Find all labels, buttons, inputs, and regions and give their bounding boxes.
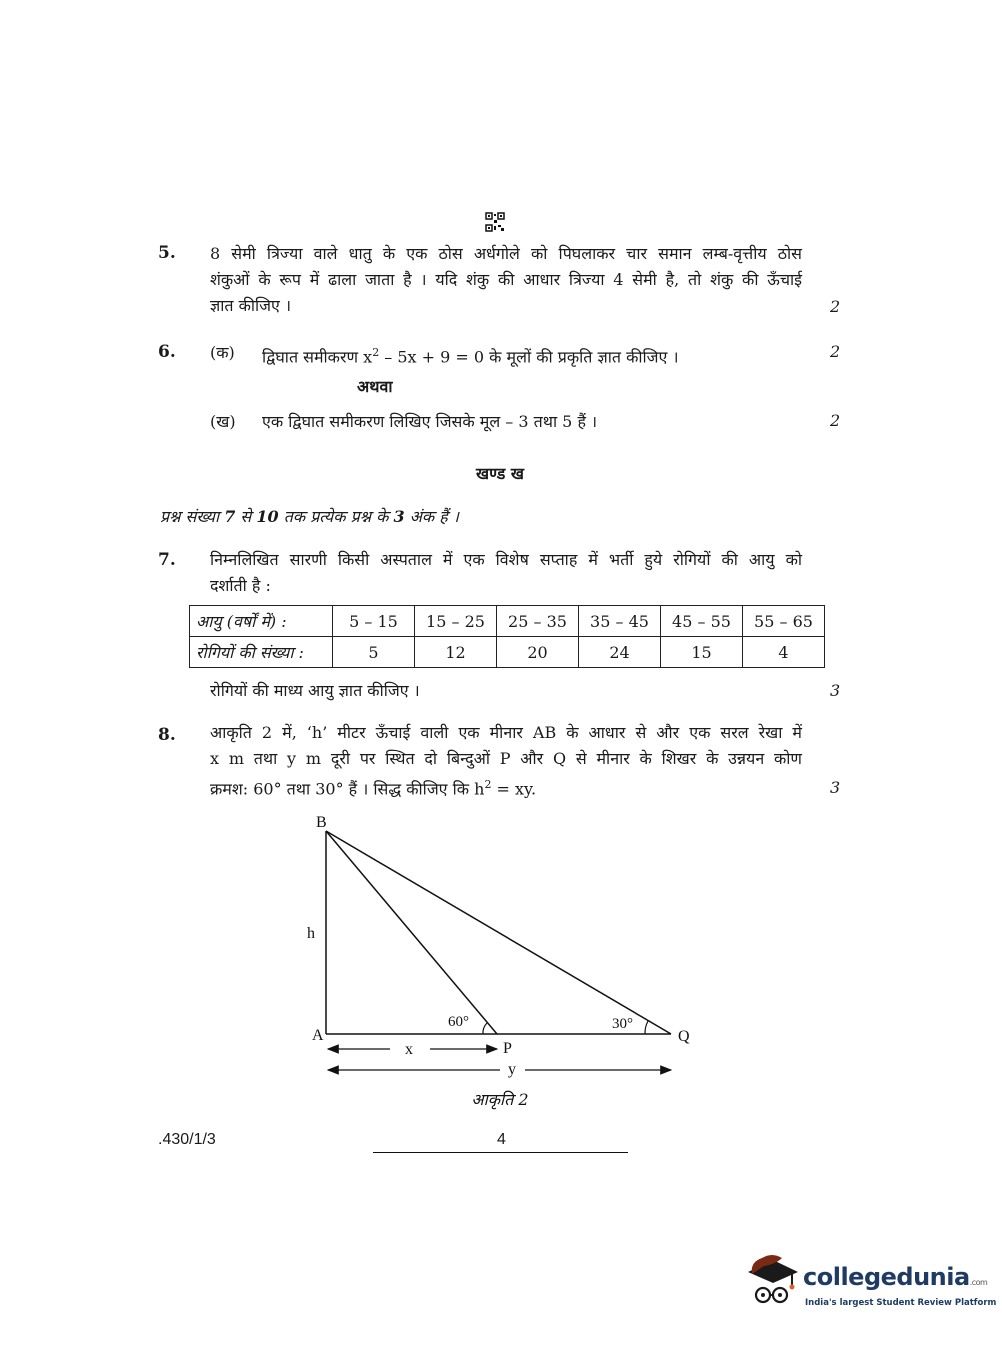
logo-tagline: India's largest Student Review Platform <box>805 1298 997 1308</box>
question-6a-marks: 2 <box>830 342 841 361</box>
table-cell: 24 <box>579 637 661 668</box>
line-bp <box>326 831 497 1034</box>
logo-name: collegedunia.com <box>803 1263 988 1291</box>
table-header-cell: 55 – 65 <box>743 606 825 637</box>
table-header-cell: 15 – 25 <box>415 606 497 637</box>
table-header-label: आयु (वर्षों में) : <box>190 606 333 637</box>
question-8-line-2: x m तथा y m दूरी पर स्थित दो बिन्दुओं P और Q से मीनार के शिखर के उन्नयन कोण <box>210 749 802 768</box>
figure-caption: आकृति 2 <box>471 1090 529 1109</box>
question-6a-label: (क) <box>210 343 235 362</box>
table-header-cell: 35 – 45 <box>579 606 661 637</box>
question-5-marks: 2 <box>830 297 841 316</box>
question-7-text <box>210 547 802 599</box>
question-8-number: 8. <box>158 725 176 745</box>
qr-code-icon <box>485 212 505 232</box>
table-row <box>190 606 825 637</box>
table-cell: 12 <box>415 637 497 668</box>
question-6-number: 6. <box>158 342 176 362</box>
footer-divider <box>373 1152 628 1153</box>
angle-arc-q <box>645 1021 648 1034</box>
table-cell: 20 <box>497 637 579 668</box>
table-cell: 5 <box>333 637 415 668</box>
question-6b-label: (ख) <box>210 412 236 431</box>
question-7-ask: रोगियों की माध्य आयु ज्ञात कीजिए । <box>210 681 420 700</box>
question-5-line-3: ज्ञात कीजिए । <box>210 296 292 315</box>
question-7-number: 7. <box>158 550 176 570</box>
question-8-line-3: क्रमश: 60° तथा 30° हैं । सिद्ध कीजिए कि $h^2$ = xy. <box>210 778 537 799</box>
line-bq <box>326 831 671 1034</box>
label-q: Q <box>678 1028 690 1045</box>
angle-arc-p <box>483 1023 487 1034</box>
question-8-marks: 3 <box>830 778 841 797</box>
question-8-text <box>210 720 802 802</box>
question-7-marks: 3 <box>830 681 841 700</box>
table-header-cell: 5 – 15 <box>333 606 415 637</box>
age-table <box>189 605 825 668</box>
table-row-label: रोगियों की संख्या : <box>190 637 333 668</box>
label-a: A <box>312 1027 324 1044</box>
paper-code: .430/1/3 <box>158 1131 216 1148</box>
question-8-line-1: आकृति 2 में, ‘h’ मीटर ऊँचाई वाली एक मीनार AB के आधार से और एक सरल रेखा में <box>210 723 802 742</box>
table-cell: 15 <box>661 637 743 668</box>
figure-2 <box>290 805 710 1115</box>
section-title: खण्ड ख <box>476 464 524 483</box>
question-7-line-1: निम्नलिखित सारणी किसी अस्पताल में एक विशेष सप्ताह में भर्ती हुये रोगियों की आयु को <box>210 550 802 569</box>
question-5-number: 5. <box>158 243 176 263</box>
section-instruction: प्रश्न संख्या 7 से 10 तक प्रत्येक प्रश्न के 3 अंक हैं । <box>160 507 459 526</box>
question-6a-text: द्विघात समीकरण $x^2 - 5x + 9 = 0$ के मूलों की प्रकृति ज्ञात कीजिए । <box>262 346 679 367</box>
label-angle-30: 30° <box>612 1016 633 1032</box>
label-y: y <box>508 1061 516 1078</box>
table-row <box>190 637 825 668</box>
question-6b-marks: 2 <box>830 411 841 430</box>
collegedunia-mascot-icon <box>742 1250 804 1310</box>
label-p: P <box>503 1040 512 1057</box>
question-5-line-2: शंकुओं के रूप में ढाला जाता है । यदि शंकु की आधार त्रिज्या 4 सेमी है, तो शंकु की ऊँचाई <box>210 270 802 289</box>
page-number: 4 <box>497 1131 506 1148</box>
label-x: x <box>405 1041 413 1058</box>
question-6b-text: एक द्विघात समीकरण लिखिए जिसके मूल – 3 तथा 5 हैं । <box>262 412 598 431</box>
label-b: B <box>316 814 327 831</box>
label-angle-60: 60° <box>448 1014 469 1030</box>
question-5-text <box>210 241 802 319</box>
table-header-cell: 25 – 35 <box>497 606 579 637</box>
table-header-cell: 45 – 55 <box>661 606 743 637</box>
table-cell: 4 <box>743 637 825 668</box>
or-label: अथवा <box>357 377 393 396</box>
question-5-line-1: 8 सेमी त्रिज्या वाले धातु के एक ठोस अर्धगोले को पिघलाकर चार समान लम्ब-वृत्तीय ठोस <box>210 244 802 263</box>
question-7-line-2: दर्शाती है : <box>210 576 271 595</box>
label-h: h <box>307 925 315 942</box>
